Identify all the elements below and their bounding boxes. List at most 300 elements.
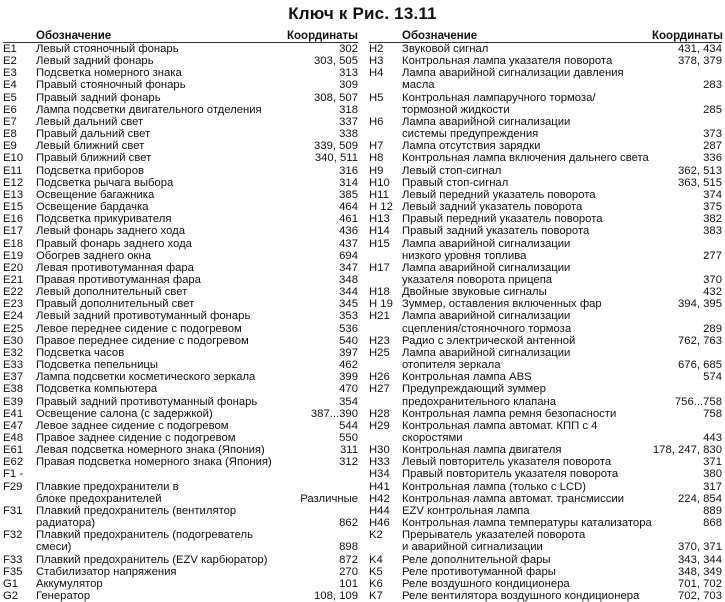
legend-code: H4 [369,67,384,80]
legend-coord: 397 [339,346,358,359]
legend-code: E32 [3,346,24,359]
legend-desc: Подсветка часов [36,346,125,359]
legend-desc: Подсветка номерного знака [36,67,182,80]
legend-desc: Лампа аварийной сигнализации давления масла [402,67,624,92]
legend-row [369,505,722,517]
legend-code: H44 [369,504,390,517]
legend-coord: 363, 515 [678,176,722,189]
legend-row [3,274,358,286]
legend-desc: Контрольная лампа автомат. трансмиссии [402,492,625,505]
legend-code: E1 [3,43,17,55]
legend-desc: Реле вентилятора воздушного кондиционера [402,590,640,602]
legend-desc: Контрольная лампа температуры катализатора [402,517,652,530]
legend-coord: 383 [703,225,722,238]
legend-code: E12 [3,176,24,189]
legend-code: E16 [3,213,24,226]
legend-row [369,189,722,201]
legend-coord: 756...758 [674,395,722,408]
legend-row [369,420,722,444]
legend-row [3,250,358,262]
legend-code: E13 [3,188,24,201]
legend-row [3,456,358,468]
legend-desc: Левый дополнительный свет [36,286,188,299]
legend-code: H10 [369,176,390,189]
legend-desc: Подсветка пепельницы [36,359,159,372]
legend-row [369,310,722,334]
legend-row [3,383,358,395]
legend-row [3,396,358,408]
legend-desc: Радио с электрической антенной [402,334,576,347]
legend-coord: 461 [339,213,358,226]
legend-coord: 544 [339,419,358,432]
legend-desc: Реле воздушного кондиционера [402,577,570,590]
legend-coord: 370, 371 [678,541,722,554]
legend-coord: 380 [703,468,722,481]
legend-desc: Правый ближний свет [36,152,152,165]
legend-row [3,578,358,590]
right-column [369,27,722,602]
legend-coord: 311 [339,444,358,457]
legend-desc: Левое переднее сидение с подогревом [36,322,242,335]
legend-desc: Реле противотуманной фары [402,565,556,578]
legend-code: K6 [369,577,383,590]
legend-coord: 436 [339,225,358,238]
legend-coord: 289 [703,322,722,335]
legend-coord: 308, 507 [314,91,358,104]
legend-desc: Контрольная лампа двигателя [402,444,562,457]
legend-desc: Лампа отсутствия зарядки [402,140,541,153]
legend-coord: 283 [703,79,722,92]
legend-desc: Левый задний противотуманный фонарь [36,310,251,323]
legend-row [369,456,722,468]
header-coord: Координаты [287,30,358,42]
legend-coord: 270 [339,565,358,578]
legend-coord: 347 [339,261,358,274]
legend-coord: 382 [703,213,722,226]
legend-row [369,238,722,262]
legend-code: H13 [369,213,390,226]
legend-coord: 343, 344 [678,553,722,566]
legend-desc: Стабилизатор напряжения [36,565,177,578]
legend-code: E23 [3,298,24,311]
legend-desc: Левый задний указатель поворота [402,201,583,214]
legend-code: H11 [369,188,389,201]
legend-desc: Левый стоп-сигнал [402,164,502,177]
legend-row [3,347,358,359]
legend-coord: 340, 511 [314,152,358,165]
legend-desc: EZV контрольная лампа [402,504,530,517]
legend-code: K7 [369,590,383,602]
legend-desc: Лампа подсветки двигательного отделения [36,103,262,116]
legend-code: E9 [3,140,17,153]
legend-desc: Контрольная лампа ABS [402,371,532,384]
legend-code: E38 [3,383,24,396]
legend-code: E18 [3,237,24,250]
legend-row [3,420,358,432]
legend-coord: 898 [339,541,358,554]
legend-coord: 470 [339,383,358,396]
legend-code: H5 [369,91,384,104]
legend-row [369,55,722,67]
legend-row [3,213,358,225]
legend-row [369,335,722,347]
legend-desc: Лампа аварийной сигнализации сцепления/стояночного тормоза [402,310,572,335]
legend-coord: 701, 702 [678,577,722,590]
legend-code: E24 [3,310,24,323]
legend-row [369,347,722,371]
legend-desc: Контрольная лампа (только с LCD) [402,480,586,493]
legend-desc: Зуммер, оставления включенных фар [402,298,602,311]
header-coord: Координаты [652,30,723,42]
legend-coord: 371 [703,456,722,469]
legend-row [3,590,358,602]
legend-desc: Правый стояночный фонарь [36,79,186,92]
legend-coord: 312 [339,456,358,469]
legend-coord: 399 [339,371,358,384]
legend-code: E30 [3,334,24,347]
legend-code: E6 [3,103,17,116]
legend-desc: Подсветка прикуривателя [36,213,172,226]
legend-coord: 344 [339,286,358,299]
legend-row [3,55,358,67]
legend-code: H33 [369,456,390,469]
legend-row [3,225,358,237]
legend-desc: Правый повторитель указателя поворота [402,468,619,481]
legend-row [369,590,722,602]
legend-code: E21 [3,273,24,286]
legend-code: E15 [3,201,24,214]
legend-row [369,493,722,505]
legend-row [369,177,722,189]
legend-row [369,286,722,298]
legend-coord: 101 [339,577,358,590]
legend-row [3,92,358,104]
column-header [369,27,722,43]
legend-coord: 318 [339,103,358,116]
legend-coord: 314 [339,176,358,189]
legend-desc: Правый передний указатель поворота [402,213,603,226]
legend-code: E7 [3,115,17,128]
legend-coord: 370 [703,273,722,286]
legend-coord: 348, 349 [678,565,722,578]
legend-code: H17 [369,261,390,274]
legend-code: E37 [3,371,24,384]
legend-row [3,189,358,201]
legend-coord: 872 [339,553,358,566]
legend-coord: 862 [339,517,358,530]
legend-row [3,152,358,164]
legend-desc: Лампа аварийной сигнализации системы предупреждения [402,115,571,141]
legend-desc: Контрольная лампа указателя поворота [402,55,613,68]
legend-code: K5 [369,565,383,578]
legend-coord: 309 [339,79,358,92]
legend-coord: 375 [703,201,722,214]
legend-row [369,408,722,420]
legend-code: E5 [3,91,17,104]
legend-desc: Левый передний указатель поворота [402,188,596,201]
legend-code: E10 [3,152,24,165]
legend-coord: 762, 763 [678,334,722,347]
legend-desc: Правый стоп-сигнал [402,176,509,189]
legend-coord: 385 [339,188,358,201]
legend-coord: 277 [703,249,722,262]
legend-desc: Правое заднее сидение с подогревом [36,432,236,444]
legend-row [369,225,722,237]
legend-coord: 437 [339,237,358,250]
legend-code: H18 [369,286,390,299]
legend-row [3,238,358,250]
legend-row [369,481,722,493]
legend-coord: 353 [339,310,358,323]
legend-desc: Лампа аварийной сигнализации указателя поворота прицепа [402,261,571,286]
legend-row [369,529,722,553]
legend-row [369,554,722,566]
legend-desc: Правая подсветка номерного знака (Япония) [36,456,272,469]
legend-code: H3 [369,55,384,68]
legend-row [369,298,722,310]
legend-code: H15 [369,237,390,250]
legend-desc: Освещение багажника [36,188,155,201]
legend-row [3,335,358,347]
legend-code: E20 [3,261,24,274]
legend-desc: Двойные звуковые сигналы [402,286,547,299]
legend-coord: 758 [703,407,722,420]
legend-coord: 889 [703,504,722,517]
legend-row [3,566,358,578]
legend-coord: 464 [339,201,358,214]
legend-desc: Прерыватель указателей поворота и аварийной сигнализации [402,529,586,554]
legend-coord: 336 [703,152,722,165]
legend-desc: Плавкие предохранители в блоке предохранителей [36,480,179,505]
legend-desc: Левый ближний свет [36,140,145,153]
legend-row [369,371,722,383]
legend-desc: Генератор [36,590,91,602]
legend-row [3,128,358,140]
legend-row [3,140,358,152]
legend-desc: Подсветка рычага выбора [36,176,174,189]
legend-code: E17 [3,225,24,238]
legend-coord: 362, 513 [678,164,722,177]
legend-code: H42 [369,492,390,505]
legend-coord: 339, 509 [314,140,358,153]
legend-code: F32 [3,529,23,542]
legend-row [369,165,722,177]
legend-code: E11 [3,164,23,177]
legend-coord: 443 [703,432,722,444]
legend-row [3,116,358,128]
legend-desc: Контрольная лампа ремня безопасности [402,407,617,420]
legend-row [3,79,358,91]
left-column [3,27,358,602]
legend-code: H2 [369,43,384,55]
legend-row [3,67,358,79]
legend-code: G2 [3,590,19,602]
legend-coord: 303, 505 [314,55,358,68]
legend-coord: 316 [339,164,358,177]
legend-row [3,298,358,310]
legend-coord: 337 [339,115,358,128]
legend-coord: 302 [339,43,358,55]
legend-row [3,529,358,553]
legend-desc: Реле дополнительной фары [402,553,551,566]
legend-row [369,383,722,407]
legend-code: H46 [369,517,390,530]
legend-row [3,323,358,335]
legend-coord: 432 [703,286,722,299]
column-header [3,27,358,43]
legend-coord: 374 [703,188,722,201]
legend-row [369,444,722,456]
legend-code: H25 [369,346,390,359]
header-code [369,41,402,42]
legend-code: H8 [369,152,384,165]
legend-desc: Левая подсветка номерного знака (Япония) [36,444,265,457]
legend-coord: 868 [703,517,722,530]
legend-row [3,310,358,322]
legend-coord: 354 [339,395,358,408]
legend-row [3,408,358,420]
legend-row [369,468,722,480]
legend-code: G1 [3,577,19,590]
legend-desc: Подсветка компьютера [36,383,158,396]
legend-coord: 285 [703,103,722,116]
legend-row [3,262,358,274]
legend-desc: Плавкий предохранитель (EZV карбюратор) [36,553,268,566]
legend-coord: 676, 685 [678,359,722,372]
legend-desc: Правый дальний свет [36,128,151,141]
legend-code: F35 [3,565,23,578]
legend-desc: Правое переднее сидение с подогревом [36,334,249,347]
legend-code: F1 - [3,468,24,481]
legend-code: H21 [369,310,390,323]
legend-code: H29 [369,419,390,432]
legend-code: H26 [369,371,390,384]
legend-desc: Левый стояночный фонарь [36,43,179,55]
legend-row [3,468,358,480]
page-title: Ключ к Рис. 13.11 [288,4,437,23]
legend-code: F29 [3,480,23,493]
legend-code: E3 [3,67,17,80]
legend-row [369,67,722,91]
legend-desc: Лампа аварийной сигнализации низкого уровня топлива [402,237,571,262]
legend-row [369,152,722,164]
legend-coord: 338 [339,128,358,141]
legend-desc: Правая противотуманная фара [36,273,201,286]
legend-row [3,554,358,566]
legend-row [369,201,722,213]
legend-code: E8 [3,128,17,141]
legend-code: E41 [3,407,24,420]
legend-code: H 19 [369,298,393,311]
legend-row [369,517,722,529]
legend-row [3,505,358,529]
legend-row [369,262,722,286]
legend-row [3,177,358,189]
legend-code: H28 [369,407,390,420]
legend-code: E22 [3,286,24,299]
legend-code: F31 [3,504,23,517]
legend-desc: Правый фонарь заднего хода [36,237,192,250]
legend-row [3,481,358,505]
legend-code: E47 [3,419,24,432]
legend-desc: Контрольная лампа включения дальнего света [402,152,649,165]
legend-code: E39 [3,395,24,408]
legend-coord: 348 [339,273,358,286]
legend-coord: 462 [339,359,358,372]
legend-coord: 287 [703,140,722,153]
legend-coord: 317 [703,480,722,493]
legend-row [369,213,722,225]
legend-code: E61 [3,444,24,457]
legend-row [3,432,358,444]
legend-desc: Подсветка приборов [36,164,144,177]
legend-desc: Левая противотуманная фара [36,261,194,274]
legend-code: E48 [3,432,24,444]
legend-desc: Контрольная лампаручного тормоза/ тормозной жидкости [402,91,596,116]
legend-row [369,566,722,578]
legend-coord: 702, 703 [678,590,722,602]
legend-desc: Лампа аварийной сигнализации отопителя зеркала [402,346,571,372]
legend-row [3,444,358,456]
legend-desc: Левый задний фонарь [36,55,154,68]
legend-code: H14 [369,225,390,238]
legend-desc: Освещение салона (с задержкой) [36,407,213,420]
legend-row [3,359,358,371]
legend-code: H30 [369,444,390,457]
legend-row [369,43,722,55]
legend-desc: Правый задний фонарь [36,91,161,104]
legend-row [369,578,722,590]
legend-code: E4 [3,79,17,92]
legend-code: E62 [3,456,24,469]
legend-desc: Плавкий предохранитель (вентилятор радиатора) [36,504,237,530]
legend-coord: 178, 247, 830 [652,444,722,457]
legend-row [369,140,722,152]
legend-row [3,165,358,177]
legend-desc: Контрольная лампа автомат. КПП с 4 скоростями [402,419,598,444]
legend-code: H 12 [369,201,393,214]
legend-coord: 574 [703,371,722,384]
legend-code: H34 [369,468,390,481]
legend-coord: 694 [339,249,358,262]
legend-code: H9 [369,164,384,177]
legend-row [3,371,358,383]
legend-coord: 313 [339,67,358,80]
legend-desc: Левый повторитель указателя поворота [402,456,612,469]
legend-desc: Лампа подсветки косметического зеркала [36,371,256,384]
legend-coord: 394, 395 [678,298,722,311]
legend-code: H6 [369,115,384,128]
legend-desc: Правый дополнительный свет [36,298,195,311]
legend-desc: Плавкий предохранитель (подогреватель смеси) [36,529,254,554]
legend-coord: 345 [339,298,358,311]
legend-coord: 378, 379 [678,55,722,68]
legend-code: H23 [369,334,390,347]
legend-row [3,43,358,55]
legend-code: H7 [369,140,384,153]
legend-code: F33 [3,553,23,566]
legend-row [369,116,722,140]
legend-code: E33 [3,359,24,372]
legend-desc: Левое заднее сидение с подогревом [36,419,229,432]
legend-desc: Обогрев заднего окна [36,249,151,262]
legend-desc: Освещение бардачка [36,201,149,214]
header-desc: Обозначение [402,30,478,42]
legend-coord: Различные [300,492,358,505]
legend-code: K2 [369,529,383,542]
legend-code: E25 [3,322,24,335]
legend-coord: 431, 434 [678,43,722,55]
